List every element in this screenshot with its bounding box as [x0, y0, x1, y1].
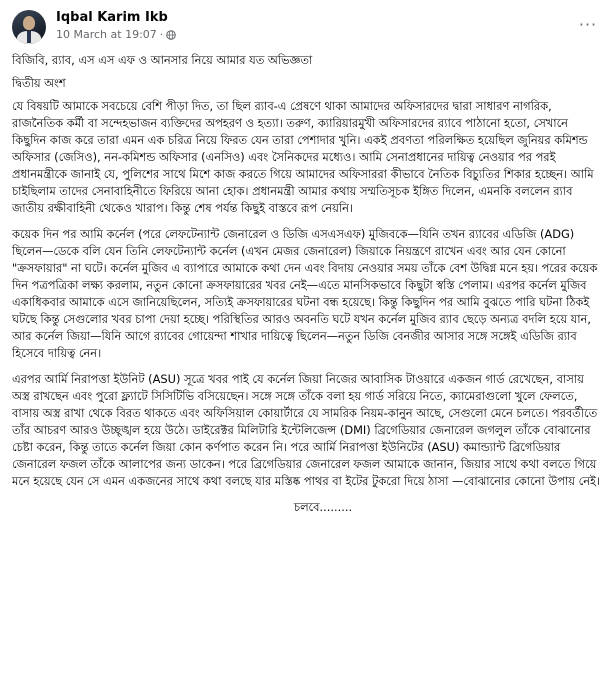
- author-name[interactable]: Iqbal Karim Ikb: [56, 10, 168, 25]
- author-avatar[interactable]: [12, 10, 46, 44]
- post-content: [12, 52, 604, 525]
- post-header: [12, 8, 602, 46]
- post-title: বিজিবি, র‍্যাব, এস এস এফ ও আনসার নিয়ে আমার যত অভিজ্ঞতা: [12, 53, 313, 67]
- post-closing: চলবে.........: [293, 500, 353, 514]
- post-paragraph-2: কয়েক দিন পর আমি কর্নেল (পরে লেফটেন্যান্ট জেনারেল ও ডিজি এসএসএফ) মুজিবকে—যিনি তখন র‍্যাবের এডিজি (ADG) ছিলেন—ডেকে বলি যেন তিনি লেফটেন্যান্ট কর্নেল (এখন মেজর জেনারেল) জিয়াকে নিয়ন্ত্রণে রাখেন এবং আর যেন কোনো "ক্রসফায়ার" না ঘটে। কর্নেল মুজিব এ ব্যাপারে আমাকে কথা দেন এবং বিদায় নেওয়ার সময় তাঁকে বেশ উদ্বিগ্ন মনে হয়। পরের কয়েক দিন পত্রপত্রিকা লক্ষ্য করলাম, নতুন কোনো ক্রসফায়ারের খবর নেই—এতে মানসিকভাবে কিছুটা স্বস্তি পেলাম। এরপর কর্নেল মুজিব একাধিকবার আমাকে এসে জানিয়েছিলেন, সত্যিই ক্রসফায়ারের ঘটনা বন্ধ হয়েছে। কিন্তু কিছুদিন পর আমি বুঝতে পারি ঘটনা ঠিকই ঘটছে কিন্তু সেগুলোর খবর চাপা দেয়া হচ্ছে। পরিস্থিতির আরও অবনতি ঘটে যখন কর্নেল মুজিব র‍্যাব ছেড়ে অন্যত্র বদলি হয়ে যান, আর কর্নেল জিয়া—যিনি আগে র‍্যাবের গোয়েন্দা শাখার দায়িত্বে ছিলেন—নতুন ডিজি বেনজীর আসার সঙ্গে সঙ্গেই এডিজি র‍্যাব হিসেবে দায়িত্ব নেন।: [12, 227, 598, 360]
- post-paragraph-3: এরপর আর্মি নিরাপত্তা ইউনিট (ASU) সূত্রে খবর পাই যে কর্নেল জিয়া নিজের আবাসিক টাওয়ারে একজন গার্ড রেখেছেন, বাসায় অস্ত্র রাখছেন এবং পুরো ফ্ল্যাটে সিসিটিভি বসিয়েছেন। সঙ্গে সঙ্গে তাঁকে বলা হয় গার্ড সরিয়ে নিতে, ক্যামেরাগুলো খুলে ফেলতে, বাসায় অস্ত্র রাখা থেকে বিরত থাকতে এবং অফিসিয়াল কোয়ার্টারে যে সামরিক নিয়ম-কানুন আছে, সেগুলো মেনে চলতে। পরবর্তীতে তাঁর আচরণ আরও উচ্ছৃঙ্খল হয়ে উঠে। ডাইরেক্টর মিলিটারি ইন্টেলিজেন্স (DMI) ব্রিগেডিয়ার জেনারেল জগলুল তাঁকে বোঝানোর চেষ্টা করেন, কিন্তু তাতে কর্নেল জিয়া কোন কর্ণপাত করেন নি। পরে আর্মি নিরাপত্তা ইউনিটের (ASU) কমান্ড্যান্ট ব্রিগেডিয়ার জেনারেল ফজল তাঁকে আলাপের জন্য ডাকেন। পরে ব্রিগেডিয়ার জেনারেল ফজল আমাকে জানান, জিয়ার সাথে কথা বলতে গিয়ে মনে হয়েছে যেন সে এমন একজনের সাথে কথা বলছে যার মস্তিষ্ক পাথর বা ইটের টুকরো দিয়ে ঠাসা —বোঝানোর কোনো উপায় নেই।: [12, 372, 600, 488]
- post-part-label: দ্বিতীয় অংশ: [12, 76, 66, 90]
- post-timestamp[interactable]: 10 March at 19:07: [56, 28, 157, 41]
- globe-icon: [166, 30, 176, 40]
- more-options-button[interactable]: ···: [578, 14, 598, 34]
- post-meta: [56, 28, 176, 41]
- post-paragraph-1: যে বিষয়টি আমাকে সবচেয়ে বেশি পীড়া দিত, তা ছিল র‍্যাব-এ প্রেষণে থাকা আমাদের অফিসারদের দ্বারা সাধারণ নাগরিক, রাজনৈতিক কর্মী বা সন্দেহভাজন ব্যক্তিদের অপহরণ ও হত্যা। তরুণ, ক্যারিয়ারমুখী অফিসারদের র‍্যাবে পাঠানো হতো, সেখানে কিছুদিন কাজ করে তারা এমন এক চরিত্র নিয়ে ফিরত যেন তারা পেশাদার খুনি। একই প্রবণতা পরিলক্ষিত হয়েছিল জুনিয়র কমিশন্ড অফিসার (জেসিও), নন-কমিশন্ড অফিসার (এনসিও) এবং সৈনিকদের মধ্যেও। আমি সেনাপ্রধানের দায়িত্ব নেওয়ার পর পরই প্রধানমন্ত্রীকে জানাই যে, পুলিশের সাথে মিশে কাজ করতে গিয়ে আমাদের অফিসাররা কীভাবে নৈতিক বিচ্যুতির শিকার হচ্ছেন। আমি চাইছিলাম তাদের সেনাবাহিনীতে ফিরিয়ে আনা হোক। প্রধানমন্ত্রী আমার কথায় সম্মতিসূচক ইঙ্গিত দিলেন, এমনকি বললেন র‍্যাব জাতীয় রক্ষীবাহিনী থেকেও খারাপ। কিন্তু শেষ পর্যন্ত কিছুই বাস্তবে রূপ নেয়নি।: [12, 99, 594, 215]
- meta-separator: ·: [159, 28, 164, 41]
